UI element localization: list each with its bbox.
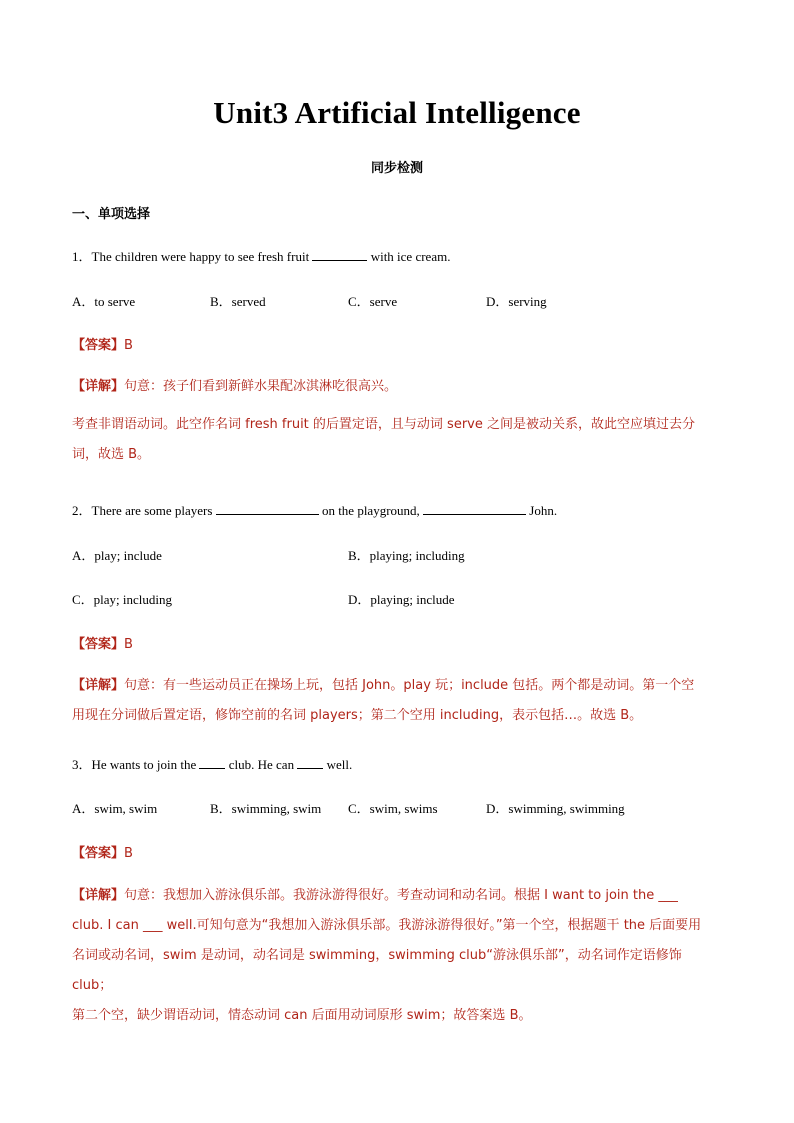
question-1-option-a: A．to serve bbox=[72, 294, 136, 309]
answer-blank bbox=[312, 248, 367, 261]
question-3-stem: 3．He wants to join the club. He can well. bbox=[72, 757, 353, 772]
question-3-option-d: D．swimming, swimming bbox=[486, 801, 625, 816]
section-heading: 一、单项选择 bbox=[72, 207, 151, 222]
question-1-option-d: D．serving bbox=[486, 294, 547, 309]
question-1-option-b: B．served bbox=[210, 294, 266, 309]
question-2-stem: 2．There are some players on the playground, John. bbox=[72, 503, 558, 518]
question-3-option-c: C．swim, swims bbox=[348, 801, 438, 816]
question-3-option-a: A．swim, swim bbox=[72, 801, 158, 816]
question-2-option-c: C．play; including bbox=[72, 592, 173, 607]
question-2-option-d: D．playing; include bbox=[348, 592, 455, 607]
question-2-option-b: B．playing; including bbox=[348, 548, 465, 563]
question-3-answer: 【答案】B bbox=[72, 846, 133, 861]
question-1-option-c: C．serve bbox=[348, 294, 398, 309]
question-1-detail: 【详解】句意：孩子们看到新鲜水果配冰淇淋吃很高兴。 考查非谓语动词。此空作名词 fresh fruit 的后置定语，且与动词 serve 之间是被动关系，故此空应填过去分 词，故选 B。 bbox=[72, 379, 695, 462]
question-3-number: 3． bbox=[72, 757, 92, 772]
question-1-number: 1． bbox=[72, 249, 92, 264]
document-subtitle: 同步检测 bbox=[370, 161, 423, 176]
question-1-stem: 1．The children were happy to see fresh fruit with ice cream. bbox=[72, 249, 451, 264]
question-2-option-a: A．play; include bbox=[72, 548, 162, 563]
answer-blank bbox=[423, 502, 526, 515]
question-2-number: 2． bbox=[72, 503, 92, 518]
answer-blank bbox=[297, 756, 323, 769]
answer-blank bbox=[199, 756, 225, 769]
question-3-detail: 【详解】句意：我想加入游泳俱乐部。我游泳游得很好。考查动词和动名词。根据 I want to join the ___ club. I can ___ well.可知句意为“我想加入游泳俱乐部。我游泳游得很好。”第一个空，根据题干 the 后面要用 名词或动名词，swim 是动词，动名词是 swimming，swimming club“游泳俱乐部”，动名词作定语修饰 club； 第二个空，缺少谓语动词，情态动词 can 后面用动词原形 swim；故答案选 B。 bbox=[72, 888, 702, 1023]
answer-blank bbox=[216, 502, 319, 515]
document-title: Unit3 Artificial Intelligence bbox=[213, 95, 581, 130]
question-2-detail: 【详解】句意：有一些运动员正在操场上玩，包括 John。play 玩；include 包括。两个都是动词。第一个空 用现在分词做后置定语，修饰空前的名词 players；第二个空用 including，表示包括…。故选 B。 bbox=[72, 678, 695, 723]
question-1-answer: 【答案】B bbox=[72, 338, 133, 353]
question-2-answer: 【答案】B bbox=[72, 637, 133, 652]
question-3-option-b: B．swimming, swim bbox=[210, 801, 322, 816]
